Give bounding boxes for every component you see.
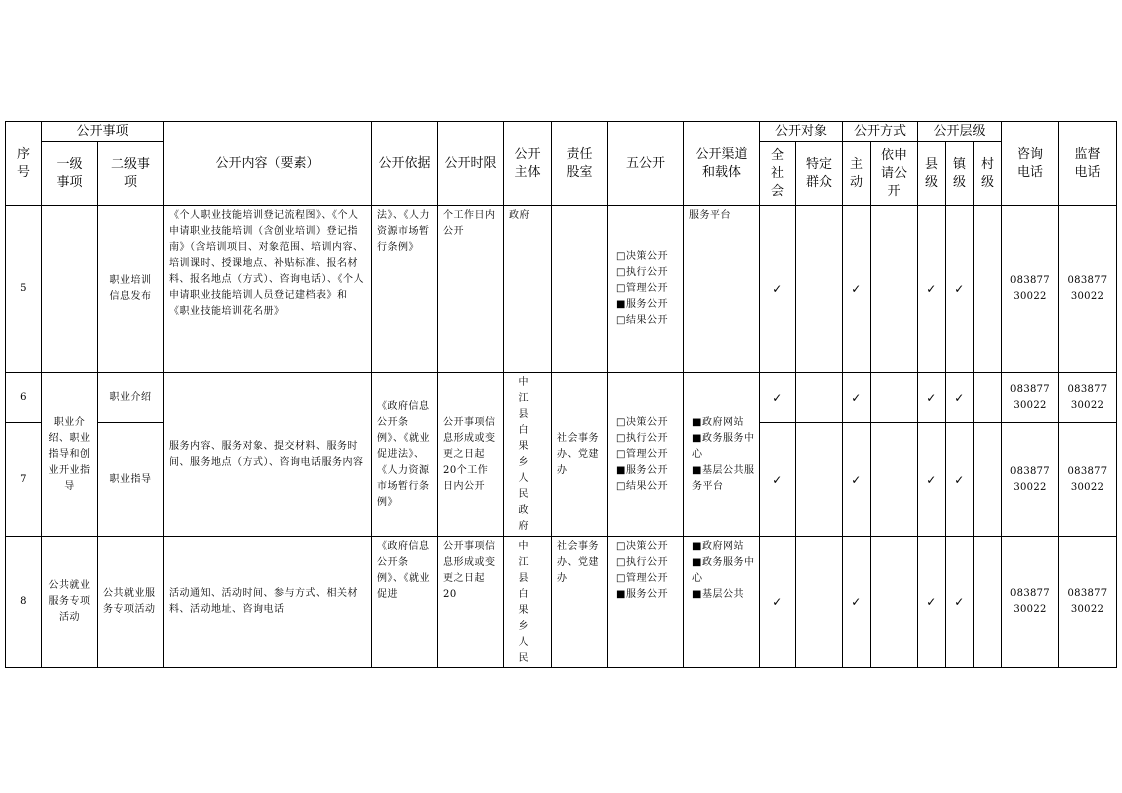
row-level2 — [98, 206, 164, 373]
five-option-label: 结果公开 — [626, 315, 668, 326]
checkbox-checked-icon: ■ — [692, 416, 702, 428]
five-option — [616, 313, 683, 329]
row-channel — [684, 537, 760, 668]
cell-mode-request — [871, 537, 918, 668]
header-audience-all-text: 全社会 — [770, 147, 784, 199]
header-dept-text: 责任股室 — [566, 146, 593, 180]
supervise-phone-text: 08387730022 — [1067, 588, 1108, 615]
header-subject-text: 公开主体 — [514, 146, 541, 180]
consult-phone-text: 08387730022 — [1010, 588, 1050, 615]
row-subject-text: 中江县白果乡人民 — [518, 541, 537, 664]
row-level1-merged — [42, 373, 98, 537]
five-option-label: 服务公开 — [626, 589, 668, 600]
header-level1 — [42, 142, 98, 206]
row-subject-merged-text: 中江县白果乡人民政府 — [518, 376, 537, 532]
row-level2: 职业介绍 — [98, 373, 164, 423]
checkbox-checked-icon: ■ — [692, 541, 702, 552]
channel-item-label: 政府网站 — [702, 541, 744, 552]
consult-phone-text: 08387730022 — [1010, 275, 1050, 302]
row-basis-merged: 《政府信息公开条例》、《就业促进法》、《人力资源市场暂行条例》 — [372, 373, 438, 537]
cell-level-village — [974, 206, 1002, 373]
header-dept — [552, 122, 608, 206]
five-option-label: 管理公开 — [626, 448, 668, 460]
five-option — [616, 571, 683, 587]
five-option-label: 决策公开 — [626, 416, 668, 428]
disclosure-table — [5, 121, 1117, 668]
check-mode-active: ✓ — [843, 537, 871, 668]
header-mode-request — [871, 142, 918, 206]
channel-item — [692, 587, 759, 603]
header-consult-phone — [1002, 122, 1059, 206]
row-content-merged: 服务内容、服务对象、提交材料、服务时间、服务地点（方式）、咨询电话服务内容 — [164, 373, 372, 537]
header-items-group: 公开事项 — [42, 122, 164, 142]
cell-level-village — [974, 373, 1002, 423]
table-row — [6, 373, 1117, 423]
row-subject: 政府 — [504, 206, 552, 373]
supervise-phone — [1059, 537, 1117, 668]
checkbox-icon: □ — [616, 251, 626, 262]
header-mode-active — [843, 142, 871, 206]
header-timelimit-text: 公开时限 — [444, 155, 497, 171]
five-option — [616, 539, 683, 555]
row-subject-merged — [504, 373, 552, 537]
header-level-village — [974, 142, 1002, 206]
consult-phone-text: 08387730022 — [1010, 465, 1050, 493]
checkbox-checked-icon: ■ — [616, 464, 626, 476]
row-timelimit: 个工作日内公开 — [438, 206, 504, 373]
five-option — [616, 447, 683, 463]
row-timelimit: 公开事项信息形成或变更之日起20 — [438, 537, 504, 668]
row-dept — [552, 206, 608, 373]
five-option-label: 结果公开 — [626, 480, 668, 492]
five-option-label: 管理公开 — [626, 573, 668, 584]
table-row — [6, 206, 1117, 373]
row-content: 《个人职业技能培训登记流程图》、《个人申请职业技能培训（含创业培训）登记指南》（含培训项目、对象范围、培训内容、培训课时、授课地点、补贴标准、报名材料、报名地点（方式）、咨询电话）、《个人申请职业技能培训人员登记建档表》和《职业技能培训花名册》 — [164, 206, 372, 373]
header-channel-text: 公开渠道和载体 — [695, 146, 748, 180]
check-level-town: ✓ — [946, 206, 974, 373]
header-level-county-text: 县级 — [924, 156, 938, 190]
consult-phone — [1002, 537, 1059, 668]
five-option — [616, 297, 683, 313]
header-mode-active-text: 主动 — [849, 156, 863, 190]
cell-mode-request — [871, 206, 918, 373]
header-audience-all — [760, 142, 796, 206]
row-level1 — [42, 206, 98, 373]
row-five-options — [608, 537, 684, 668]
row-five-options-merged — [608, 373, 684, 537]
header-level-village-text: 村级 — [980, 156, 994, 190]
check-level-county: ✓ — [918, 537, 946, 668]
table-row — [6, 537, 1117, 668]
five-option — [616, 281, 683, 297]
supervise-phone — [1059, 206, 1117, 373]
consult-phone-text: 08387730022 — [1010, 383, 1050, 411]
check-level-town: ✓ — [946, 537, 974, 668]
channel-item-label: 政务服务中心 — [692, 432, 755, 460]
row-channel-merged — [684, 373, 760, 537]
header-level-group: 公开层级 — [918, 122, 1002, 142]
check-audience-all: ✓ — [760, 373, 796, 423]
header-level1-text: 一级事项 — [56, 156, 83, 190]
row-level2: 职业指导 — [98, 423, 164, 537]
five-option — [616, 479, 683, 495]
channel-item — [692, 463, 756, 495]
check-level-town: ✓ — [946, 423, 974, 537]
table-header — [6, 122, 1117, 206]
check-level-county: ✓ — [918, 423, 946, 537]
header-five: 五公开 — [608, 122, 684, 206]
five-option-label: 决策公开 — [626, 251, 668, 262]
header-mode-group: 公开方式 — [843, 122, 918, 142]
check-mode-active: ✓ — [843, 373, 871, 423]
checkbox-icon: □ — [616, 448, 626, 460]
header-level2-text: 二级事项 — [110, 156, 150, 190]
row-basis: 《政府信息公开条例》、《就业促进 — [372, 537, 438, 668]
checkbox-icon: □ — [616, 315, 626, 326]
checkbox-icon: □ — [616, 267, 626, 278]
five-option — [616, 555, 683, 571]
cell-mode-request — [871, 423, 918, 537]
cell-audience-specific — [796, 206, 843, 373]
cell-level-village — [974, 537, 1002, 668]
supervise-phone-text: 08387730022 — [1067, 383, 1108, 411]
row-basis: 法》、《人力资源市场暂行条例》 — [372, 206, 438, 373]
header-level-county — [918, 142, 946, 206]
channel-item — [692, 539, 759, 555]
row-subject — [504, 537, 552, 668]
row-channel: 服务平台 — [684, 206, 760, 373]
row-level2: 公共就业服务专项活动 — [98, 537, 164, 668]
checkbox-checked-icon: ■ — [692, 464, 702, 476]
checkbox-icon: □ — [616, 283, 626, 294]
header-seq — [6, 122, 42, 206]
supervise-phone — [1059, 373, 1117, 423]
header-timelimit — [438, 122, 504, 206]
header-consult-phone-text: 咨询电话 — [1016, 146, 1043, 180]
header-supervise-phone-text: 监督电话 — [1074, 146, 1101, 180]
row-seq: 6 — [6, 373, 42, 423]
checkbox-checked-icon: ■ — [692, 589, 702, 600]
five-option — [616, 265, 683, 281]
header-seq-text: 序号 — [16, 146, 30, 180]
row-five-options — [608, 206, 684, 373]
row-seq: 5 — [6, 206, 42, 373]
row-seq: 7 — [6, 423, 42, 537]
five-option-label: 执行公开 — [626, 432, 668, 444]
check-level-town: ✓ — [946, 373, 974, 423]
five-option — [616, 431, 683, 447]
channel-item-label: 基层公共 — [702, 589, 744, 600]
supervise-phone-text: 08387730022 — [1067, 465, 1108, 493]
five-option-label: 服务公开 — [626, 299, 668, 310]
checkbox-icon: □ — [616, 480, 626, 492]
consult-phone — [1002, 206, 1059, 373]
checkbox-icon: □ — [616, 573, 626, 584]
checkbox-icon: □ — [616, 557, 626, 568]
check-mode-active: ✓ — [843, 423, 871, 537]
row-level1-merged-text: 职业介绍、职业指导和创业开业指导 — [48, 416, 91, 492]
row-timelimit-merged: 公开事项信息形成或变更之日起20个工作日内公开 — [438, 373, 504, 537]
header-subject — [504, 122, 552, 206]
five-option-label: 执行公开 — [626, 557, 668, 568]
header-channel — [684, 122, 760, 206]
channel-item — [692, 555, 756, 587]
header-mode-request-text: 依申请公开 — [880, 147, 907, 199]
header-audience-specific — [796, 142, 843, 206]
cell-audience-specific — [796, 423, 843, 537]
row-level2-text: 职业培训信息发布 — [109, 275, 152, 302]
channel-item-label: 基层公共服务平台 — [692, 464, 755, 492]
five-option-label: 服务公开 — [626, 464, 668, 476]
channel-item-label: 政务服务中心 — [692, 557, 755, 584]
five-option — [616, 587, 683, 603]
header-audience-specific-text: 特定群众 — [805, 156, 832, 190]
row-dept: 社会事务办、党建办 — [552, 537, 608, 668]
channel-item — [692, 415, 759, 431]
cell-level-village — [974, 423, 1002, 537]
header-supervise-phone — [1059, 122, 1117, 206]
header-audience-group: 公开对象 — [760, 122, 843, 142]
checkbox-icon: □ — [616, 432, 626, 444]
row-level1 — [42, 537, 98, 668]
row-seq: 8 — [6, 537, 42, 668]
channel-item-label: 政府网站 — [702, 416, 744, 428]
check-level-county: ✓ — [918, 206, 946, 373]
check-audience-all: ✓ — [760, 537, 796, 668]
five-option — [616, 415, 683, 431]
checkbox-checked-icon: ■ — [692, 557, 702, 568]
five-option-label: 执行公开 — [626, 267, 668, 278]
row-dept-merged: 社会事务办、党建办 — [552, 373, 608, 537]
checkbox-checked-icon: ■ — [616, 589, 626, 600]
channel-item — [692, 431, 756, 463]
checkbox-icon: □ — [616, 416, 626, 428]
five-option-label: 决策公开 — [626, 541, 668, 552]
header-level2 — [98, 142, 164, 206]
supervise-phone — [1059, 423, 1117, 537]
header-basis — [372, 122, 438, 206]
row-content: 活动通知、活动时间、参与方式、相关材料、活动地址、咨询电话 — [164, 537, 372, 668]
disclosure-table-page — [5, 121, 1117, 668]
cell-mode-request — [871, 373, 918, 423]
check-level-county: ✓ — [918, 373, 946, 423]
check-mode-active: ✓ — [843, 206, 871, 373]
checkbox-checked-icon: ■ — [692, 432, 702, 444]
header-level-town — [946, 142, 974, 206]
check-audience-all: ✓ — [760, 423, 796, 537]
five-option-label: 管理公开 — [626, 283, 668, 294]
header-content: 公开内容（要素） — [164, 122, 372, 206]
header-basis-text: 公开依据 — [378, 155, 431, 171]
five-option — [616, 463, 683, 479]
consult-phone — [1002, 373, 1059, 423]
row-level1-text: 公共就业服务专项活动 — [48, 580, 91, 623]
checkbox-icon: □ — [616, 541, 626, 552]
supervise-phone-text: 08387730022 — [1067, 275, 1108, 302]
cell-audience-specific — [796, 373, 843, 423]
consult-phone — [1002, 423, 1059, 537]
cell-audience-specific — [796, 537, 843, 668]
five-option — [616, 249, 683, 265]
checkbox-checked-icon: ■ — [616, 299, 626, 310]
header-level-town-text: 镇级 — [952, 156, 966, 190]
check-audience-all: ✓ — [760, 206, 796, 373]
